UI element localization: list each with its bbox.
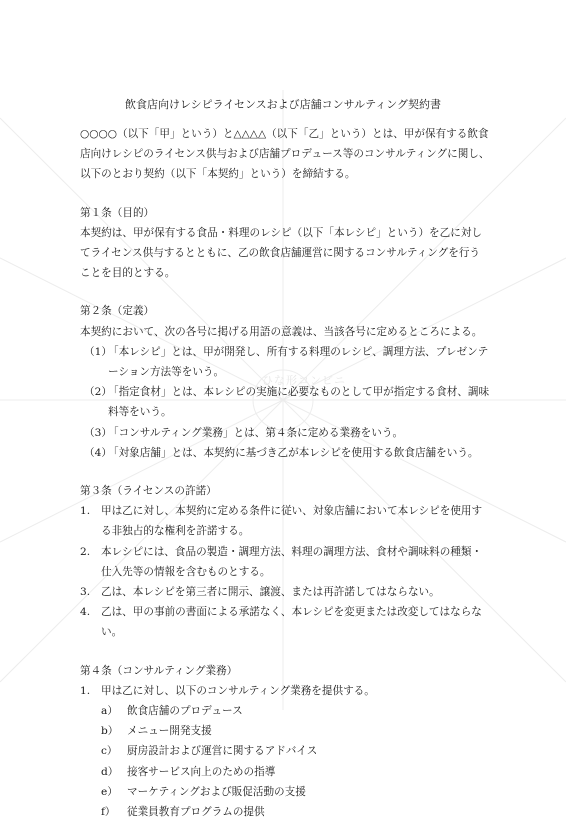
article-4: [80, 661, 490, 822]
article-heading: 第１条（目的）: [80, 206, 155, 219]
list-item: [80, 423, 490, 443]
document-title: 飲食店向けレシピライセンスおよび店舗コンサルティング契約書: [124, 98, 442, 111]
item-marker: c）: [101, 745, 118, 758]
item-marker: 1.: [80, 684, 91, 697]
item-text: 乙は、甲の事前の書面による承諾なく、本レシピを変更または改変してはならない。: [101, 606, 482, 639]
item-marker: 1.: [80, 505, 91, 518]
item-text: 甲は乙に対し、本契約に定める条件に従い、対象店舗において本レシピを使用する非独占的な権利を許諾する。: [101, 505, 483, 538]
item-marker: b）: [101, 725, 119, 738]
watermark-text: ひな形コンビニ: [262, 374, 346, 387]
item-text: 甲は乙に対し、以下のコンサルティング業務を提供する。: [101, 684, 375, 697]
item-text: 飲食店舗のプロデュース: [127, 705, 243, 718]
item-text: 接客サービス向上のための指導: [127, 765, 276, 778]
list-item: [80, 443, 490, 463]
list-item: [80, 681, 490, 701]
item-marker: f）: [101, 806, 116, 819]
item-marker: （2）: [84, 386, 112, 399]
article-3: [80, 481, 490, 643]
item-text: メニュー開発支援: [127, 725, 212, 738]
article-heading: 第２条（定義）: [80, 305, 155, 318]
list-item: [80, 501, 490, 541]
item-marker: 2.: [80, 545, 91, 558]
list-item: [80, 382, 490, 422]
article-body: 本契約は、甲が保有する食品・料理のレシピ（以下「本レシピ」という）を乙に対してライセンス供与するとともに、乙の飲食店舗運営に関するコンサルティングを行うことを目的とする。: [80, 226, 483, 280]
article-2: [80, 301, 490, 463]
list-item: [80, 582, 490, 602]
item-text: 「指定食材」とは、本レシピの実施に必要なものとして甲が指定する食材、調味料等をいう。: [108, 386, 490, 419]
sub-list-item: [80, 782, 490, 802]
item-marker: （4）: [84, 446, 112, 459]
item-marker: e）: [101, 785, 118, 798]
list-item: [80, 342, 490, 382]
item-marker: （1）: [84, 345, 112, 358]
list-item: [80, 602, 490, 642]
item-text: マーケティングおよび販促活動の支援: [127, 785, 306, 798]
item-text: 従業員教育プログラムの提供: [127, 806, 265, 819]
item-text: 厨房設計および運営に関するアドバイス: [127, 745, 318, 758]
item-marker: 4.: [80, 606, 91, 619]
item-marker: d）: [101, 765, 119, 778]
sub-list-item: [80, 762, 490, 782]
sub-list-item: [80, 741, 490, 761]
item-text: 乙は、本レシピを第三者に開示、譲渡、または再許諾してはならない。: [101, 586, 440, 599]
article-1: [80, 203, 490, 284]
sub-list-item: [80, 802, 490, 822]
item-marker: （3）: [84, 426, 112, 439]
article-heading: 第３条（ライセンスの許諾）: [80, 485, 217, 498]
article-body: 本契約において、次の各号に掲げる用語の意義は、当該各号に定めるところによる。: [80, 325, 483, 338]
item-marker: 3.: [80, 586, 91, 599]
item-text: 「本レシピ」とは、甲が開発し、所有する料理のレシピ、調理方法、プレゼンテーション方法等をいう。: [108, 345, 489, 379]
list-item: [80, 542, 490, 582]
intro-paragraph: ○○○○（以下「甲」という）と△△△△（以下「乙」という）とは、甲が保有する飲食店向けレシピのライセンス供与および店舗プロデュース等のコンサルティングに関し、以下のとおり契約（以下「本契約」という）を締結する。: [80, 128, 490, 181]
item-text: 本レシピには、食品の製造・調理方法、料理の調理方法、食材や調味料の種類・仕入先等の情報を含むものとする。: [101, 545, 483, 578]
item-text: 「コンサルティング業務」とは、第４条に定める業務をいう。: [108, 426, 404, 439]
document-body: [80, 124, 490, 822]
item-marker: a）: [101, 705, 118, 718]
item-text: 「対象店舗」とは、本契約に基づき乙が本レシピを使用する飲食店舗をいう。: [108, 446, 479, 459]
sub-list-item: [80, 701, 490, 721]
sub-list-item: [80, 721, 490, 741]
article-heading: 第４条（コンサルティング業務）: [80, 664, 238, 677]
